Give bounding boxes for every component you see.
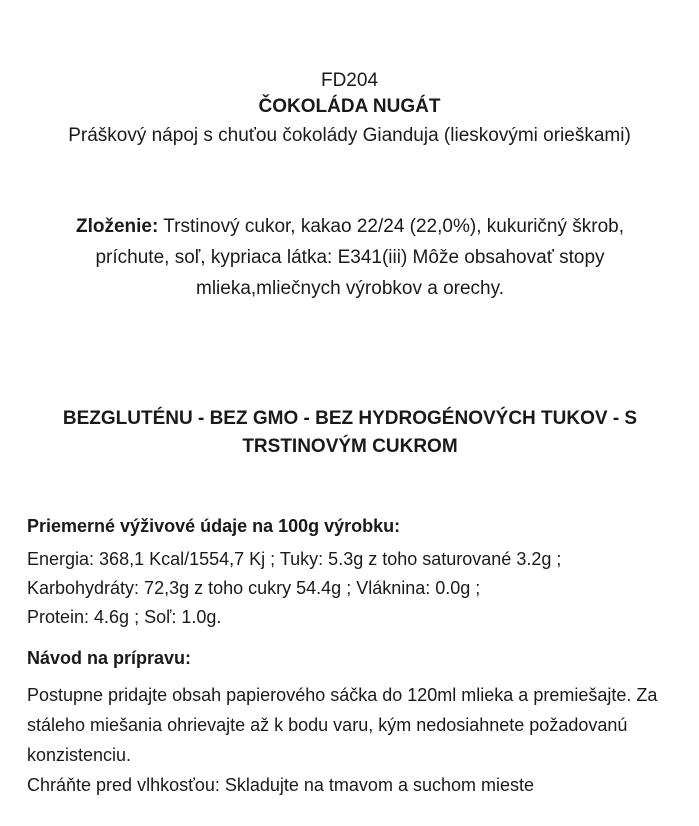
- product-name: ČOKOLÁDA NUGÁT: [258, 96, 441, 117]
- nutrition-line: Energia: 368,1 Kcal/1554,7 Kj ; Tuky: 5.3g z toho saturované 3.2g ;: [27, 549, 562, 569]
- composition-text: Trstinový cukor, kakao 22/24 (22,0%), kukuričný škrob, príchute, soľ, kypriaca látka: E341(iii) Môže obsahovať stopy mlieka,mliečnych výrobkov a orechy.: [95, 216, 625, 299]
- composition-block: [40, 211, 660, 304]
- storage-instructions: Chráňte pred vlhkosťou: Skladujte na tmavom a suchom mieste: [27, 775, 534, 795]
- nutrition-line: Protein: 4.6g ; Soľ: 1.0g.: [27, 607, 222, 627]
- composition-label: Zloženie:: [75, 216, 159, 237]
- preparation-heading: Návod na prípravu:: [27, 648, 192, 668]
- product-code: FD204: [320, 70, 379, 91]
- nutrition-line: Karbohydráty: 72,3g z toho cukry 54.4g ; Vláknina: 0.0g ;: [27, 578, 481, 598]
- product-description: Práškový nápoj s chuťou čokolády Gianduja (lieskovými orieškami): [68, 125, 631, 146]
- preparation-text: Postupne pridajte obsah papierového sáčka do 120ml mlieka a premiešajte. Za stáleho miešania ohrievajte až k bodu varu, kým nedosiahnete požadovanú konzistenciu.: [27, 685, 658, 765]
- product-claims: BEZGLUTÉNU - BEZ GMO - BEZ HYDROGÉNOVÝCH TUKOV - S TRSTINOVÝM CUKROM: [62, 408, 638, 457]
- nutrition-values: [27, 545, 677, 632]
- nutrition-heading: Priemerné výživové údaje na 100g výrobku:: [27, 516, 401, 536]
